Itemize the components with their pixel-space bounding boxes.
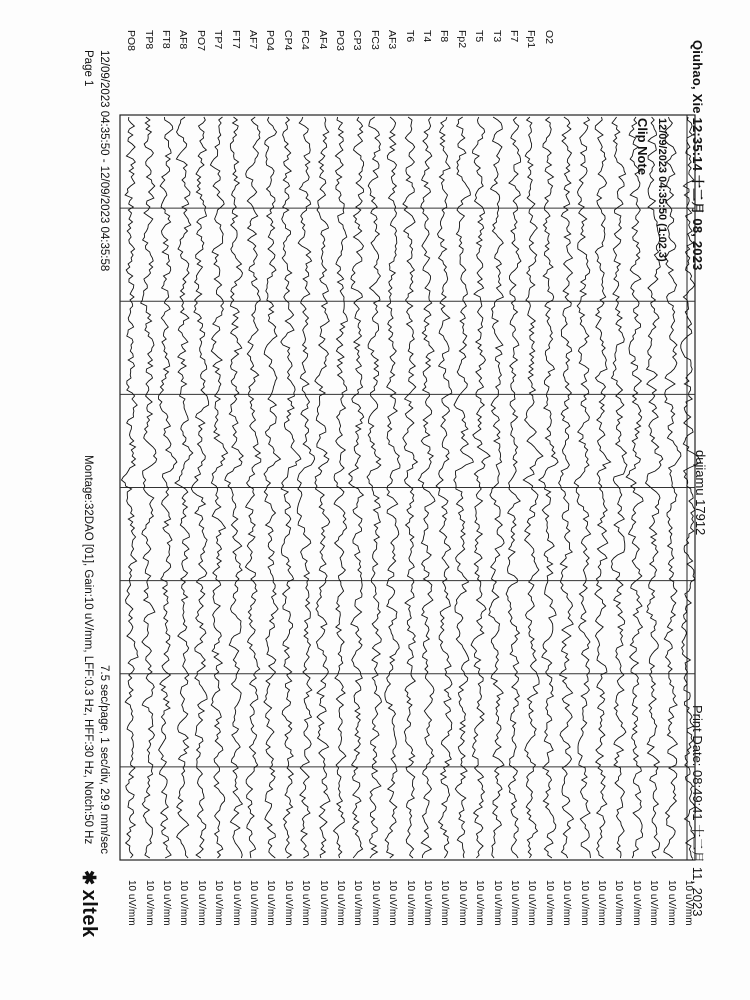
channel-label: Fp2 (455, 30, 468, 49)
channel-scale: 10 uV/mm (404, 880, 416, 926)
channel-scale: 10 uV/mm (456, 880, 468, 926)
channel-label: F7 (508, 30, 520, 43)
channel-scale: 10 uV/mm (335, 880, 346, 926)
channel-scale: 10 uV/mm (178, 880, 190, 926)
channel-scale: 10 uV/mm (491, 880, 503, 926)
record-id: dujiamu 17912 (693, 450, 708, 536)
channel-scale: 10 uV/mm (282, 880, 294, 926)
channel-label: CP4 (281, 30, 294, 51)
channel-label: AF8 (177, 30, 190, 50)
channel-scale: 10 uV/mm (509, 880, 520, 926)
channel-scale: 10 uV/mm (543, 880, 555, 926)
logo-text: xltek (78, 889, 100, 938)
speed-info: 7.5 sec/page, 1 sec/div, 29.9 mm/sec (98, 665, 110, 854)
logo-star-icon: ✱ (79, 870, 99, 886)
channel-label: AF4 (316, 30, 329, 50)
channel-scale: 10 uV/mm (248, 880, 259, 926)
channel-label: FC4 (299, 30, 312, 50)
patient-header: Qiuhao, Xie 12:35:14 十二月 08, 2023 (690, 40, 705, 271)
channel-label: PO3 (334, 30, 346, 52)
channel-scale: 10 uV/mm (317, 880, 329, 926)
channel-scale: 10 uV/mm (230, 880, 242, 926)
channel-label: TP7 (212, 30, 225, 50)
channel-scale: 10 uV/mm (195, 880, 207, 926)
montage-settings: Montage:32DAO [01], Gain:10 uV/mm, LFF:0.3 Hz, HFF:30 Hz, Notch:50 Hz (82, 455, 94, 845)
channel-label: T6 (403, 30, 416, 43)
channel-scale: 10 uV/mm (422, 880, 433, 926)
channel-scale: 10 uV/mm (630, 880, 642, 926)
channel-scale: 10 uV/mm (143, 880, 155, 926)
channel-scale: 10 uV/mm (369, 880, 381, 926)
channel-label: TP8 (142, 30, 155, 50)
clip-note: Clip Note (635, 118, 650, 176)
channel-scale: 10 uV/mm (474, 880, 486, 926)
channel-label: AF3 (386, 30, 399, 50)
channel-label: PO8 (125, 30, 138, 52)
channel-label: CP3 (351, 30, 364, 51)
channel-scale: 10 uV/mm (161, 880, 172, 926)
xltek-logo (77, 870, 100, 938)
channel-scale: 10 uV/mm (300, 880, 312, 926)
page-number: Page 1 (82, 50, 94, 87)
channel-scale: 10 uV/mm (265, 880, 277, 926)
channel-scale: 10 uV/mm (439, 880, 451, 926)
channel-label: FC3 (368, 30, 381, 50)
channel-label: F8 (438, 30, 451, 43)
channel-label: FT8 (160, 30, 172, 49)
channel-scale: 10 uV/mm (126, 880, 138, 926)
channel-scale: 10 uV/mm (352, 880, 364, 926)
channel-label: PO7 (194, 30, 207, 52)
channel-scale: 10 uV/mm (596, 880, 607, 926)
channel-scale: 10 uV/mm (526, 880, 538, 926)
channel-label: T5 (473, 30, 486, 43)
channel-scale: 10 uV/mm (683, 880, 694, 926)
channel-label: AF7 (247, 30, 259, 50)
channel-scale: 10 uV/mm (613, 880, 625, 926)
channel-label: FT7 (229, 30, 242, 49)
channel-label: T3 (490, 30, 503, 43)
channel-scale: 10 uV/mm (665, 880, 677, 926)
channel-label: O2 (542, 30, 555, 45)
print-date: Print Date: 08:49:41 十二月 11, 2023 (690, 705, 705, 917)
channel-scale: 10 uV/mm (648, 880, 660, 926)
clip-timestamp: 12/09/2023 04:35:50 (1:02.3) (656, 118, 668, 262)
channel-label: T4 (421, 30, 433, 43)
channel-scale: 10 uV/mm (561, 880, 573, 926)
channel-scale: 10 uV/mm (387, 880, 399, 926)
channel-scale: 10 uV/mm (213, 880, 225, 926)
channel-label: Fp1 (525, 30, 538, 49)
channel-scale: 10 uV/mm (578, 880, 590, 926)
channel-label: PO4 (264, 30, 277, 52)
time-range: 12/09/2023 04:35:50 - 12/09/2023 04:35:58 (98, 50, 110, 272)
